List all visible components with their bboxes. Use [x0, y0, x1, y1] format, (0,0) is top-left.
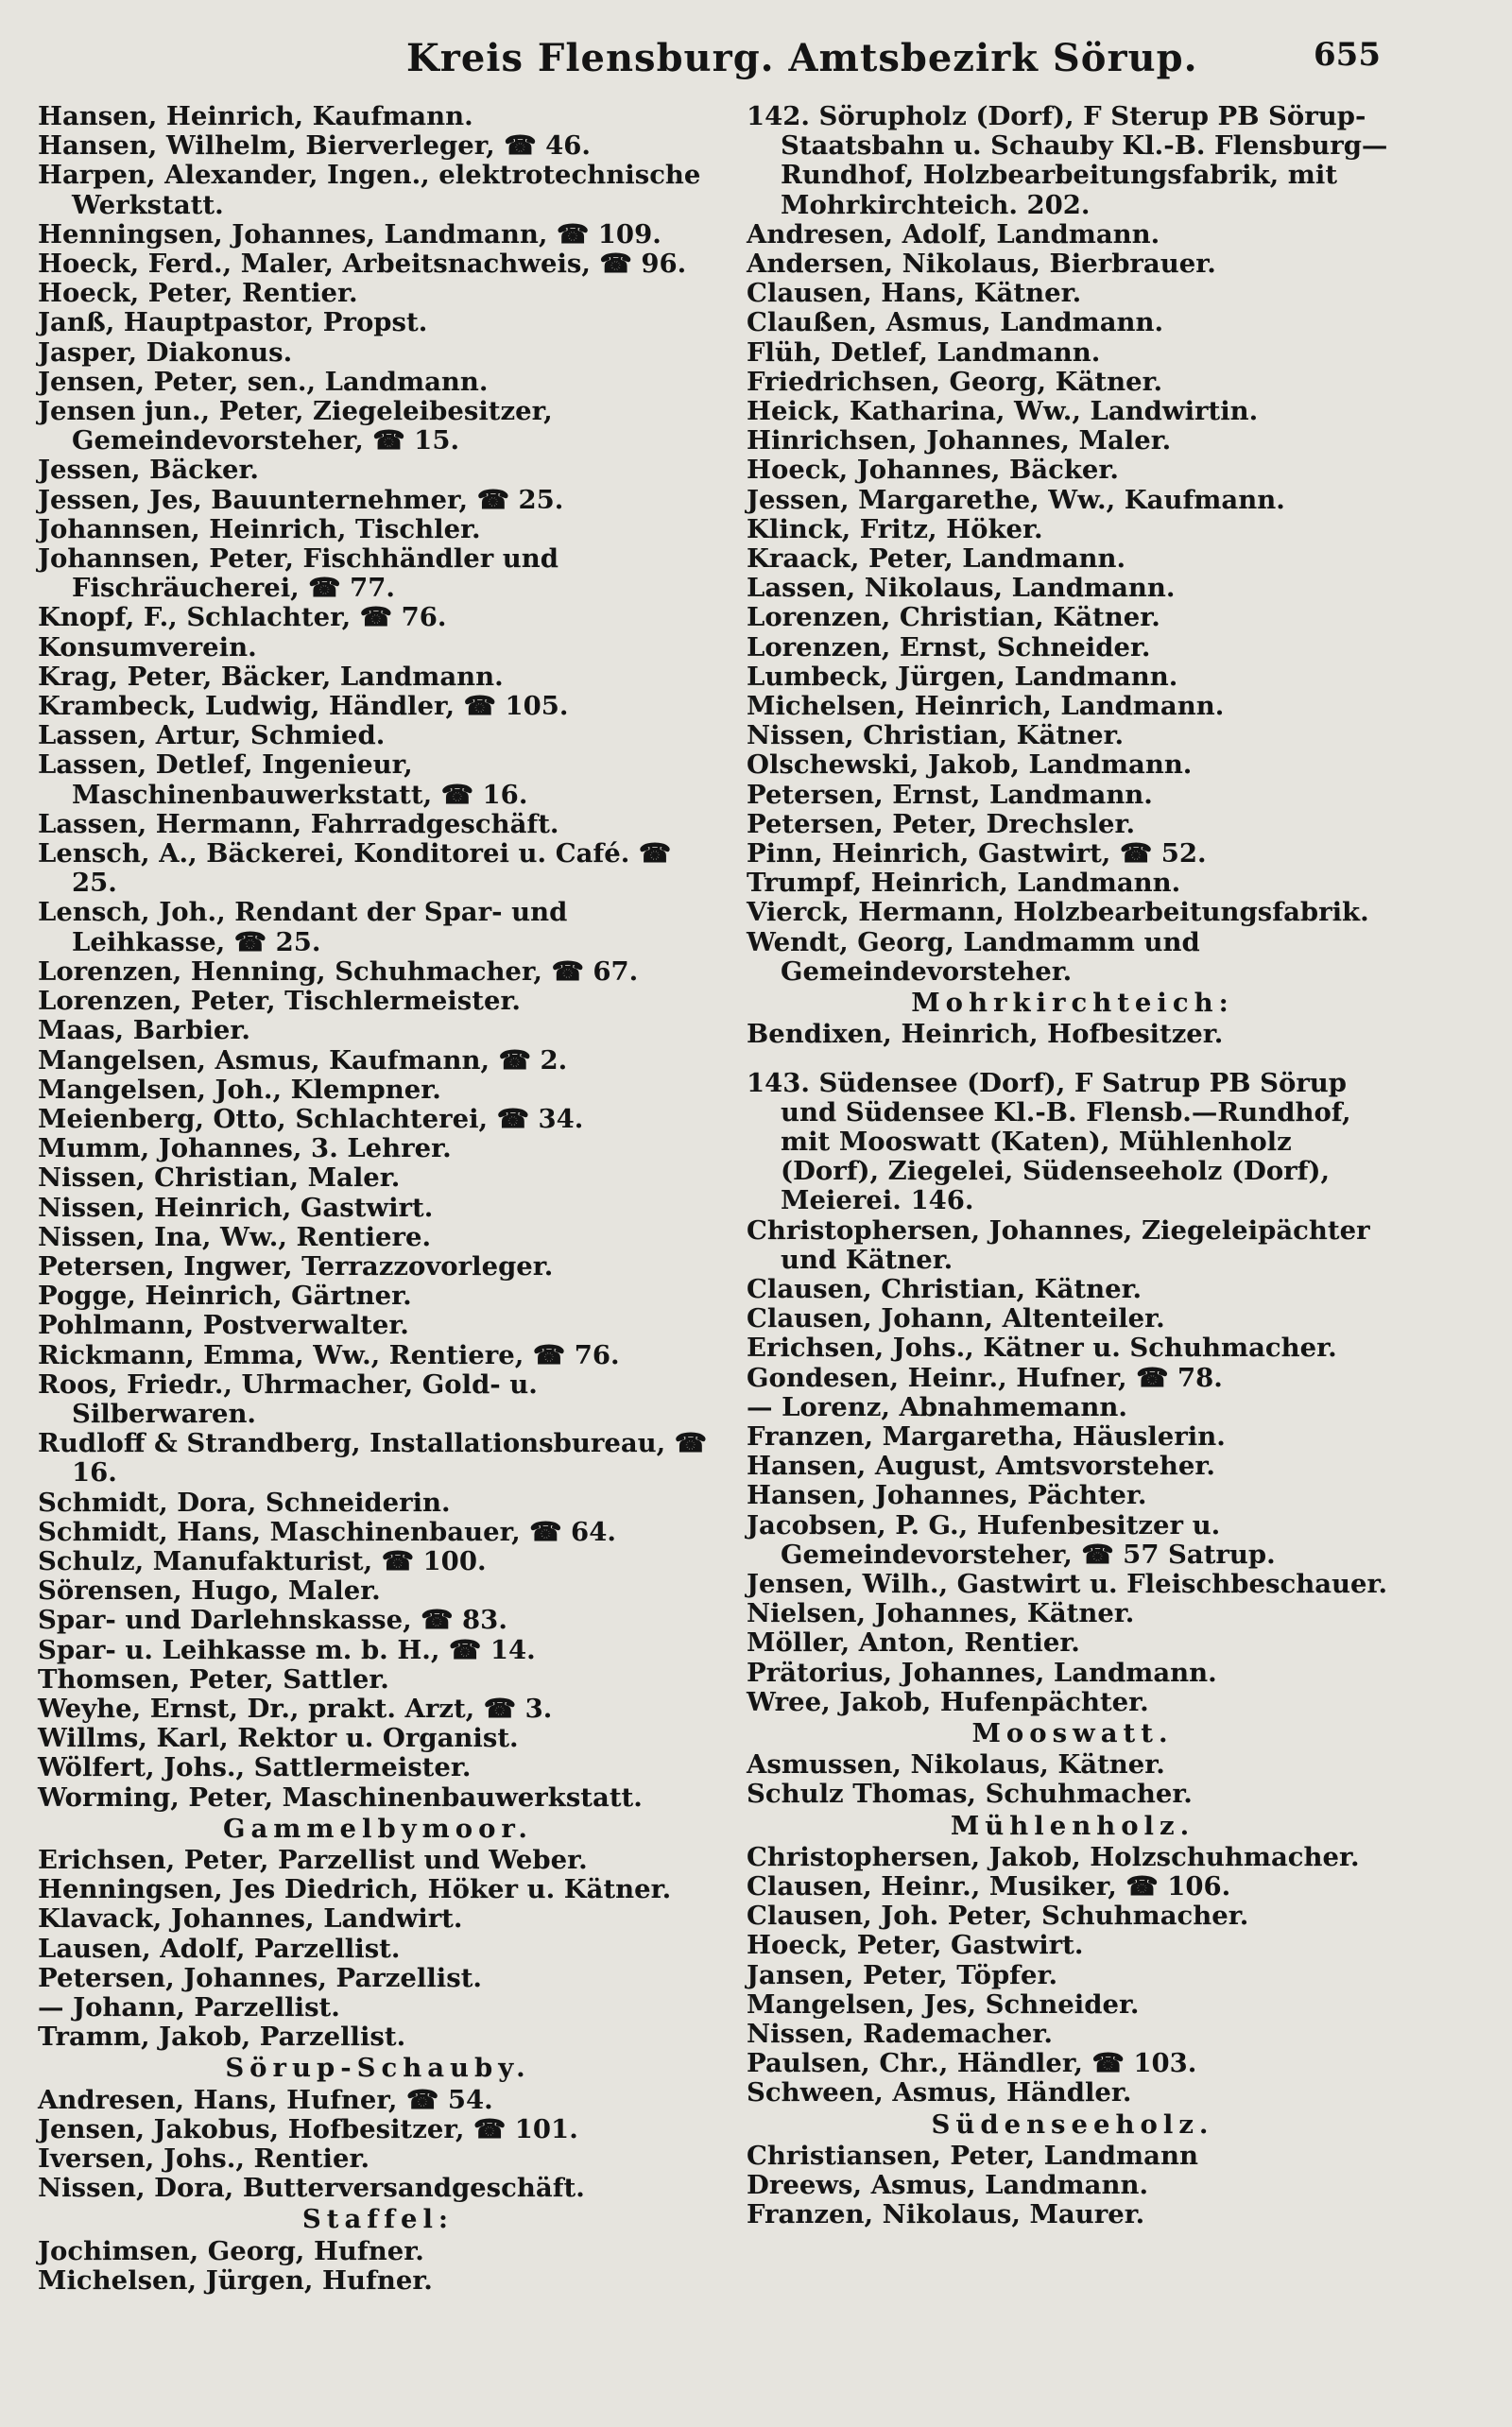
section-heading: Südenseeholz. — [931, 2109, 1214, 2140]
directory-entry: Schulz Thomas, Schuhmacher. — [747, 1779, 1193, 1810]
directory-entry: Lensch, Joh., Rendant der Spar- und Leihkasse, ☎ 25. — [38, 897, 568, 957]
directory-entry: Krambeck, Ludwig, Händler, ☎ 105. — [38, 691, 569, 722]
page-number: 655 — [1314, 36, 1381, 74]
directory-entry: Clausen, Hans, Kätner. — [747, 278, 1082, 309]
directory-entry: Meienberg, Otto, Schlachterei, ☎ 34. — [38, 1103, 584, 1134]
directory-entry: Nissen, Dora, Butterversandgeschäft. — [38, 2173, 585, 2204]
directory-entry: Erichsen, Peter, Parzellist und Weber. — [38, 1844, 588, 1875]
directory-entry: Schmidt, Dora, Schneiderin. — [38, 1487, 451, 1518]
section-heading: Sörup-Schauby. — [225, 2053, 531, 2084]
directory-entry: Pogge, Heinrich, Gärtner. — [38, 1281, 412, 1312]
directory-entry: Rudloff & Strandberg, Installationsbureau, ☎ 16. — [38, 1428, 708, 1489]
directory-entry: Clausen, Christian, Kätner. — [747, 1273, 1143, 1304]
directory-entry: Nielsen, Johannes, Kätner. — [747, 1598, 1135, 1629]
directory-entry: Lausen, Adolf, Parzellist. — [38, 1933, 401, 1964]
directory-entry: Nissen, Ina, Ww., Rentiere. — [38, 1221, 432, 1252]
directory-entry: Petersen, Peter, Drechsler. — [747, 808, 1136, 839]
directory-entry: Henningsen, Johannes, Landmann, ☎ 109. — [38, 218, 662, 250]
directory-entry: Wree, Jakob, Hufenpächter. — [747, 1686, 1149, 1717]
directory-entry: Franzen, Margaretha, Häuslerin. — [747, 1420, 1226, 1452]
directory-entry: Nissen, Heinrich, Gastwirt. — [38, 1192, 434, 1223]
directory-entry: Lassen, Nikolaus, Landmann. — [747, 573, 1176, 604]
directory-entry: Konsumverein. — [38, 631, 257, 663]
directory-entry: Hinrichsen, Johannes, Maler. — [747, 425, 1172, 456]
section-heading: Mühlenholz. — [950, 1810, 1195, 1841]
directory-entry: 143. Südensee (Dorf), F Satrup PB Sörup und Südensee Kl.-B. Flensb.—Rundhof, mit Mooswatt (Katen), Mühlenholz (Dorf), Ziegelei, Südenseeholz (Dorf), Meierei. 146. — [747, 1067, 1351, 1216]
section-gap — [747, 1050, 1399, 1069]
directory-entry: Jasper, Diakonus. — [38, 336, 293, 368]
directory-entry: Asmussen, Nikolaus, Kätner. — [747, 1749, 1165, 1781]
page-title: Kreis Flensburg. Amtsbezirk Sörup. — [406, 36, 1198, 80]
directory-entry: Sörensen, Hugo, Maler. — [38, 1575, 381, 1607]
directory-entry: Mangelsen, Joh., Klempner. — [38, 1074, 441, 1105]
directory-entry: Paulsen, Chr., Händler, ☎ 103. — [747, 2048, 1197, 2079]
directory-entry: Hoeck, Johannes, Bäcker. — [747, 455, 1119, 486]
directory-entry: Jochimsen, Georg, Hufner. — [38, 2235, 424, 2266]
directory-entry: Klavack, Johannes, Landwirt. — [38, 1903, 463, 1935]
directory-entry: Worming, Peter, Maschinenbauwerkstatt. — [38, 1782, 643, 1813]
left-column — [38, 102, 718, 2296]
directory-entry: Christophersen, Johannes, Ziegeleipächter und Kätner. — [747, 1214, 1370, 1275]
directory-entry: Harpen, Alexander, Ingen., elektrotechnische Werkstatt. — [38, 160, 701, 220]
directory-entry: Willms, Karl, Rektor u. Organist. — [38, 1723, 519, 1754]
directory-entry: — Lorenz, Abnahmemann. — [747, 1391, 1127, 1422]
directory-entry: Klinck, Fritz, Höker. — [747, 513, 1043, 544]
directory-entry: Prätorius, Johannes, Landmann. — [747, 1657, 1217, 1688]
directory-entry: Lassen, Detlef, Ingenieur, Maschinenbauwerkstatt, ☎ 16. — [38, 749, 528, 810]
directory-entry: Spar- u. Leihkasse m. b. H., ☎ 14. — [38, 1634, 536, 1665]
directory-entry: Mangelsen, Jes, Schneider. — [747, 1988, 1140, 2020]
directory-entry: Franzen, Nikolaus, Maurer. — [747, 2199, 1145, 2230]
directory-entry: Erichsen, Johs., Kätner u. Schuhmacher. — [747, 1333, 1337, 1364]
directory-entry: Maas, Barbier. — [38, 1015, 250, 1046]
directory-entry: Jessen, Jes, Bauunternehmer, ☎ 25. — [38, 484, 564, 515]
directory-entry: Lassen, Artur, Schmied. — [38, 720, 386, 751]
directory-entry: Wölfert, Johs., Sattlermeister. — [38, 1752, 472, 1783]
directory-entry: Lorenzen, Peter, Tischlermeister. — [38, 986, 522, 1017]
section-heading: Gammelbymoor. — [223, 1813, 533, 1844]
directory-entry: Hansen, Johannes, Pächter. — [747, 1480, 1147, 1511]
directory-entry: Schulz, Manufakturist, ☎ 100. — [38, 1545, 487, 1576]
directory-entry: Thomsen, Peter, Sattler. — [38, 1663, 389, 1695]
directory-entry: Schmidt, Hans, Maschinenbauer, ☎ 64. — [38, 1516, 616, 1547]
directory-entry: Jensen, Peter, sen., Landmann. — [38, 366, 489, 397]
directory-entry: Henningsen, Jes Diedrich, Höker u. Kätner. — [38, 1874, 672, 1905]
directory-entry: Lorenzen, Henning, Schuhmacher, ☎ 67. — [38, 955, 639, 987]
directory-entry: — Johann, Parzellist. — [38, 1992, 340, 2022]
directory-entry: Lassen, Hermann, Fahrradgeschäft. — [38, 808, 559, 839]
directory-entry: Jacobsen, P. G., Hufenbesitzer u. Gemeindevorsteher, ☎ 57 Satrup. — [747, 1509, 1276, 1570]
directory-entry: Claußen, Asmus, Landmann. — [747, 307, 1164, 338]
directory-entry: Christophersen, Jakob, Holzschuhmacher. — [747, 1841, 1360, 1872]
directory-entry: Flüh, Detlef, Landmann. — [747, 336, 1101, 368]
directory-entry: Weyhe, Ernst, Dr., prakt. Arzt, ☎ 3. — [38, 1693, 553, 1724]
directory-entry: Jessen, Margarethe, Ww., Kaufmann. — [747, 484, 1285, 515]
directory-entry: Vierck, Hermann, Holzbearbeitungsfabrik. — [747, 897, 1369, 928]
directory-entry: Lorenzen, Christian, Kätner. — [747, 602, 1160, 633]
directory-entry: Jensen jun., Peter, Ziegeleibesitzer, Gemeindevorsteher, ☎ 15. — [38, 396, 553, 456]
directory-entry: Dreews, Asmus, Landmann. — [747, 2170, 1149, 2201]
page-header — [0, 36, 1512, 93]
directory-entry: Hansen, Wilhelm, Bierverleger, ☎ 46. — [38, 130, 592, 162]
directory-entry: Trumpf, Heinrich, Landmann. — [747, 868, 1181, 899]
directory-entry: Rickmann, Emma, Ww., Rentiere, ☎ 76. — [38, 1339, 620, 1370]
directory-entry: Wendt, Georg, Landmamm und Gemeindevorsteher. — [747, 926, 1200, 987]
section-heading: Mohrkirchteich: — [911, 988, 1234, 1019]
directory-entry: Andresen, Hans, Hufner, ☎ 54. — [38, 2084, 493, 2115]
directory-entry: Tramm, Jakob, Parzellist. — [38, 2022, 406, 2053]
directory-entry: Andresen, Adolf, Landmann. — [747, 218, 1160, 250]
directory-entry: Jessen, Bäcker. — [38, 455, 260, 486]
directory-entry: Michelsen, Jürgen, Hufner. — [38, 2264, 433, 2296]
directory-entry: Kraack, Peter, Landmann. — [747, 543, 1126, 575]
directory-entry: Hansen, August, Amtsvorsteher. — [747, 1451, 1215, 1482]
directory-entry: Friedrichsen, Georg, Kätner. — [747, 366, 1163, 397]
directory-entry: Pinn, Heinrich, Gastwirt, ☎ 52. — [747, 838, 1207, 869]
directory-entry: Petersen, Ingwer, Terrazzovorleger. — [38, 1250, 554, 1282]
directory-entry: Andersen, Nikolaus, Bierbrauer. — [747, 249, 1216, 280]
directory-entry: Johannsen, Heinrich, Tischler. — [38, 513, 481, 544]
right-column — [747, 102, 1399, 2229]
directory-entry: Hoeck, Peter, Gastwirt. — [747, 1930, 1084, 1961]
directory-entry: Roos, Friedr., Uhrmacher, Gold- u. Silberwaren. — [38, 1368, 538, 1429]
directory-entry: Lensch, A., Bäckerei, Konditorei u. Café. ☎ 25. — [38, 838, 672, 899]
directory-entry: Petersen, Johannes, Parzellist. — [38, 1962, 482, 1993]
directory-entry: Olschewski, Jakob, Landmann. — [747, 749, 1193, 781]
directory-entry: Spar- und Darlehnskasse, ☎ 83. — [38, 1605, 507, 1636]
directory-entry: Krag, Peter, Bäcker, Landmann. — [38, 661, 504, 692]
directory-entry: Bendixen, Heinrich, Hofbesitzer. — [747, 1019, 1224, 1050]
directory-entry: Lumbeck, Jürgen, Landmann. — [747, 661, 1178, 692]
directory-entry: Iversen, Johs., Rentier. — [38, 2143, 370, 2175]
directory-entry: Clausen, Heinr., Musiker, ☎ 106. — [747, 1870, 1231, 1902]
directory-entry: Christiansen, Peter, Landmann — [747, 2140, 1198, 2171]
directory-entry: Clausen, Joh. Peter, Schuhmacher. — [747, 1901, 1249, 1932]
section-heading: Staffel: — [301, 2204, 455, 2235]
directory-entry: Hansen, Heinrich, Kaufmann. — [38, 101, 473, 131]
directory-entry: Hoeck, Ferd., Maler, Arbeitsnachweis, ☎ 96. — [38, 249, 687, 280]
directory-entry: Jensen, Jakobus, Hofbesitzer, ☎ 101. — [38, 2113, 578, 2144]
directory-entry: Jensen, Wilh., Gastwirt u. Fleischbeschauer. — [747, 1568, 1388, 1599]
directory-entry: Knopf, F., Schlachter, ☎ 76. — [38, 602, 447, 633]
directory-entry: Johannsen, Peter, Fischhändler und Fischräucherei, ☎ 77. — [38, 543, 558, 604]
directory-entry: Gondesen, Heinr., Hufner, ☎ 78. — [747, 1362, 1223, 1393]
directory-entry: Hoeck, Peter, Rentier. — [38, 278, 358, 309]
section-heading: Mooswatt. — [971, 1717, 1174, 1748]
directory-entry: Pohlmann, Postverwalter. — [38, 1310, 409, 1341]
directory-entry: Nissen, Christian, Kätner. — [747, 720, 1125, 751]
directory-entry: Jansen, Peter, Töpfer. — [747, 1959, 1058, 1990]
directory-entry: Janß, Hauptpastor, Propst. — [38, 307, 428, 338]
directory-entry: Petersen, Ernst, Landmann. — [747, 779, 1153, 810]
directory-entry: Mangelsen, Asmus, Kaufmann, ☎ 2. — [38, 1044, 568, 1076]
directory-entry: Nissen, Rademacher. — [747, 2019, 1053, 2049]
directory-entry: Michelsen, Heinrich, Landmann. — [747, 691, 1225, 722]
directory-entry: Heick, Katharina, Ww., Landwirtin. — [747, 396, 1259, 427]
directory-entry: Schween, Asmus, Händler. — [747, 2077, 1132, 2109]
directory-entry: 142. Sörupholz (Dorf), F Sterup PB Sörup-Staatsbahn u. Schauby Kl.-B. Flensburg—Rundhof, Holzbearbeitungsfabrik, mit Mohrkirchteich. 202. — [747, 101, 1388, 220]
directory-entry: Lorenzen, Ernst, Schneider. — [747, 631, 1151, 663]
directory-entry: Nissen, Christian, Maler. — [38, 1162, 401, 1194]
directory-entry: Möller, Anton, Rentier. — [747, 1627, 1080, 1659]
directory-entry: Clausen, Johann, Altenteiler. — [747, 1303, 1165, 1334]
directory-entry: Mumm, Johannes, 3. Lehrer. — [38, 1133, 452, 1164]
